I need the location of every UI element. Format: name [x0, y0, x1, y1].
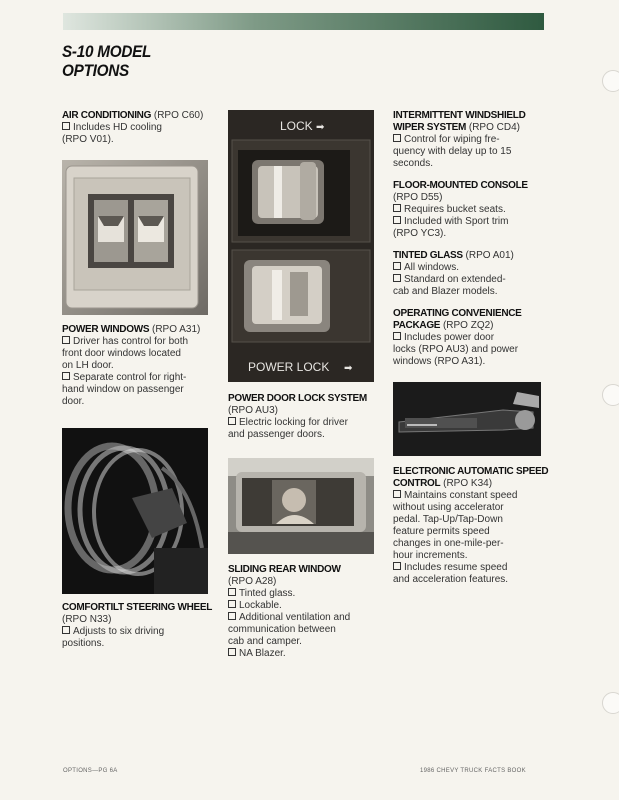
checkbox-icon	[228, 612, 236, 620]
section-heading: COMFORTILT STEERING WHEEL	[62, 602, 213, 613]
option-item-line	[393, 228, 553, 240]
option-item-text: Control for wiping fre-	[404, 134, 500, 145]
option-item-text: Separate control for right-	[73, 372, 187, 383]
intermittent-wiper-section	[393, 110, 553, 170]
checkbox-icon	[393, 274, 401, 282]
option-item-text: Electric locking for driver	[239, 417, 348, 428]
option-item-line	[228, 588, 388, 600]
rpo-code: (RPO CD4)	[468, 122, 520, 133]
rpo-code: (RPO D55)	[393, 192, 443, 203]
rpo-code: (RPO A01)	[465, 250, 514, 261]
operating-convenience-section	[393, 308, 553, 368]
option-item-text: Tinted glass.	[239, 588, 296, 599]
rpo-code: (RPO C60)	[153, 110, 204, 121]
option-item-line	[62, 122, 222, 134]
option-item-line	[393, 204, 553, 216]
option-item-text: Driver has control for both	[73, 336, 189, 347]
section-heading: WIPER SYSTEM	[393, 122, 467, 133]
speed-control-stalk-photo	[393, 382, 541, 456]
option-item-line	[393, 216, 553, 228]
checkbox-icon	[393, 216, 401, 224]
option-item-line	[228, 624, 388, 636]
option-item-text: cab and camper.	[228, 636, 302, 647]
option-item-text: feature permits speed	[393, 526, 490, 537]
sliding-rear-window-photo	[228, 458, 374, 554]
rpo-code: (RPO ZQ2)	[442, 320, 494, 331]
option-item-line	[393, 286, 553, 298]
option-item-text: hand window on passenger	[62, 384, 184, 395]
option-item-line	[393, 514, 553, 526]
option-item-text: Lockable.	[239, 600, 282, 611]
option-item-text: (RPO V01).	[62, 134, 114, 145]
tinted-glass-section	[393, 250, 553, 298]
option-item-text: Adjusts to six driving	[73, 626, 165, 637]
option-item-line	[228, 636, 388, 648]
power-lock-label: POWER LOCK	[248, 360, 330, 374]
checkbox-icon	[393, 134, 401, 142]
option-item-text: locks (RPO AU3) and power	[393, 344, 519, 355]
section-heading: TINTED GLASS	[393, 250, 463, 261]
option-item-text: quency with delay up to 15	[393, 146, 512, 157]
checkbox-icon	[393, 332, 401, 340]
checkbox-icon	[393, 562, 401, 570]
section-heading: POWER WINDOWS	[62, 324, 150, 335]
option-item-line	[393, 574, 553, 586]
punch-hole-bottom	[602, 692, 619, 714]
option-item-text: Standard on extended-	[404, 274, 506, 285]
option-item-line	[393, 356, 553, 368]
option-item-line	[393, 262, 553, 274]
option-item-line	[228, 429, 388, 441]
option-item-text: on LH door.	[62, 360, 114, 371]
checkbox-icon	[228, 648, 236, 656]
option-item-text: windows (RPO A31).	[393, 356, 486, 367]
option-item-text: All windows.	[404, 262, 460, 273]
option-item-line	[393, 332, 553, 344]
option-item-line	[62, 360, 222, 372]
option-item-text: Includes resume speed	[404, 562, 508, 573]
punch-hole-middle	[602, 384, 619, 406]
section-heading: CONTROL	[393, 478, 441, 489]
checkbox-icon	[228, 417, 236, 425]
footer-left: OPTIONS—PG 6A	[63, 768, 118, 774]
option-item-line	[62, 626, 222, 638]
option-item-text: without using accelerator	[393, 502, 504, 513]
punch-hole-top	[602, 70, 619, 92]
option-item-line	[228, 417, 388, 429]
option-item-line	[393, 158, 553, 170]
section-heading: FLOOR-MOUNTED CONSOLE	[393, 180, 528, 191]
power-windows-section	[62, 324, 222, 408]
checkbox-icon	[228, 588, 236, 596]
option-item-line	[393, 146, 553, 158]
option-item-line	[228, 600, 388, 612]
checkbox-icon	[393, 490, 401, 498]
checkbox-icon	[393, 262, 401, 270]
power-lock-switch-photo	[228, 110, 374, 382]
option-item-line	[393, 550, 553, 562]
option-item-text: communication between	[228, 624, 336, 635]
section-heading: POWER DOOR LOCK SYSTEM	[228, 393, 367, 404]
option-item-line	[62, 348, 222, 360]
option-item-line	[393, 502, 553, 514]
option-item-text: (RPO YC3).	[393, 228, 447, 239]
checkbox-icon	[393, 204, 401, 212]
arrow-right-icon: ➡	[344, 363, 353, 374]
option-item-text: and acceleration features.	[393, 574, 509, 585]
section-heading: PACKAGE	[393, 320, 441, 331]
option-item-line	[393, 134, 553, 146]
option-item-text: front door windows located	[62, 348, 181, 359]
option-item-line	[62, 372, 222, 384]
sliding-rear-window-section	[228, 564, 388, 660]
option-item-line	[62, 336, 222, 348]
option-item-text: and passenger doors.	[228, 429, 325, 440]
option-item-line	[393, 562, 553, 574]
power-window-switch-photo	[62, 160, 208, 315]
option-item-text: Includes power door	[404, 332, 495, 343]
option-item-line	[393, 526, 553, 538]
option-item-text: Maintains constant speed	[404, 490, 518, 501]
option-item-text: NA Blazer.	[239, 648, 286, 659]
floor-console-section	[393, 180, 553, 240]
page-title-line-1: S-10 MODEL	[62, 42, 152, 61]
arrow-right-icon: ➡	[316, 122, 325, 133]
checkbox-icon	[62, 122, 70, 130]
power-door-lock-section	[228, 393, 388, 441]
option-item-line	[393, 490, 553, 502]
rpo-code: (RPO A28)	[228, 576, 277, 587]
option-item-text: changes in one-mile-per-	[393, 538, 504, 549]
air-conditioning-section	[62, 110, 222, 146]
checkbox-icon	[62, 626, 70, 634]
option-item-line	[228, 648, 388, 660]
speed-control-section	[393, 466, 553, 586]
page-title-line-2: OPTIONS	[62, 61, 129, 80]
option-item-line	[393, 538, 553, 550]
rpo-code: (RPO A31)	[152, 324, 201, 335]
option-item-text: cab and Blazer models.	[393, 286, 498, 297]
option-item-line	[62, 638, 222, 650]
section-heading: INTERMITTENT WINDSHIELD	[393, 110, 526, 121]
section-heading: AIR CONDITIONING	[62, 110, 152, 121]
option-item-line	[62, 384, 222, 396]
option-item-text: Requires bucket seats.	[404, 204, 506, 215]
header-color-bar	[63, 13, 544, 30]
option-item-text: Includes HD cooling	[73, 122, 162, 133]
rpo-code: (RPO K34)	[443, 478, 493, 489]
lock-label: LOCK	[280, 119, 313, 133]
option-item-line	[393, 274, 553, 286]
rpo-code: (RPO AU3)	[228, 405, 279, 416]
comfortilt-steering-section	[62, 602, 222, 650]
option-item-text: door.	[62, 396, 85, 407]
option-item-line	[62, 134, 222, 146]
option-item-line	[228, 612, 388, 624]
option-item-text: positions.	[62, 638, 105, 649]
section-heading: OPERATING CONVENIENCE	[393, 308, 522, 319]
checkbox-icon	[62, 372, 70, 380]
footer-right: 1986 CHEVY TRUCK FACTS BOOK	[420, 768, 526, 774]
option-item-line	[62, 396, 222, 408]
steering-wheel-photo	[62, 428, 208, 594]
option-item-text: seconds.	[393, 158, 434, 169]
option-item-text: pedal. Tap-Up/Tap-Down	[393, 514, 503, 525]
option-item-text: Additional ventilation and	[239, 612, 351, 623]
section-heading: ELECTRONIC AUTOMATIC SPEED	[393, 466, 549, 477]
option-item-text: hour increments.	[393, 550, 468, 561]
page-title	[62, 42, 151, 80]
option-item-text: Included with Sport trim	[404, 216, 509, 227]
option-item-line	[393, 344, 553, 356]
checkbox-icon	[228, 600, 236, 608]
checkbox-icon	[62, 336, 70, 344]
section-heading: SLIDING REAR WINDOW	[228, 564, 341, 575]
rpo-code: (RPO N33)	[62, 614, 112, 625]
